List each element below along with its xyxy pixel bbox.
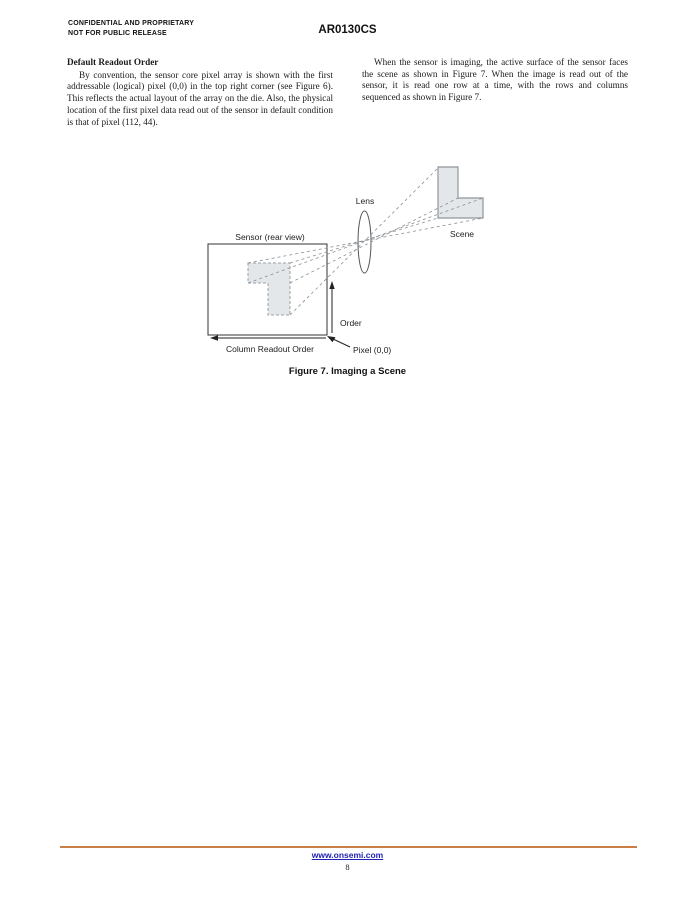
column-readout-label: Column Readout Order <box>226 344 314 354</box>
row-order-arrow <box>329 281 334 333</box>
pixel-origin-label: Pixel (0,0) <box>353 345 392 355</box>
lens-label: Lens <box>355 196 375 206</box>
section-heading: Default Readout Order <box>67 57 159 67</box>
page-number: 8 <box>345 862 350 872</box>
order-label: Order <box>340 318 362 328</box>
confidential-line-1: CONFIDENTIAL AND PROPRIETARY <box>68 20 195 27</box>
ray-5 <box>290 168 438 315</box>
footer-rule <box>60 846 637 848</box>
footer-link-wrap <box>0 850 695 860</box>
left-column <box>67 57 333 128</box>
figure-caption: Figure 7. Imaging a Scene <box>288 366 407 377</box>
right-column <box>362 57 628 128</box>
scene-l-shape <box>438 167 483 218</box>
column-order-arrow <box>210 335 326 340</box>
onsemi-link[interactable]: www.onsemi.com <box>311 850 384 860</box>
right-paragraph: When the sensor is imaging, the active surface of the sensor faces the scene as shown in Figure 7. When the image is read out of the sensor, it is read one row at a time, with the rows and columns sequenced as shown in Figure 7. <box>362 57 628 103</box>
confidential-line-2: NOT FOR PUBLIC RELEASE <box>68 29 167 37</box>
scene-label: Scene <box>449 229 475 239</box>
figure-imaging-a-scene <box>200 150 500 365</box>
pixel-origin-arrow <box>327 336 350 347</box>
part-number-title: AR0130CS <box>318 24 377 36</box>
body-columns <box>67 57 628 128</box>
left-paragraph: By convention, the sensor core pixel array is shown with the first addressable (logical) pixel (0,0) in the top right corner (see Figure 6). This reflects the actual layout of the array on the die. Also, the physical location of the first pixel data read out of the sensor in default condition is that of pixel (112, 44). <box>67 69 333 127</box>
sensor-label: Sensor (rear view) <box>235 232 305 242</box>
